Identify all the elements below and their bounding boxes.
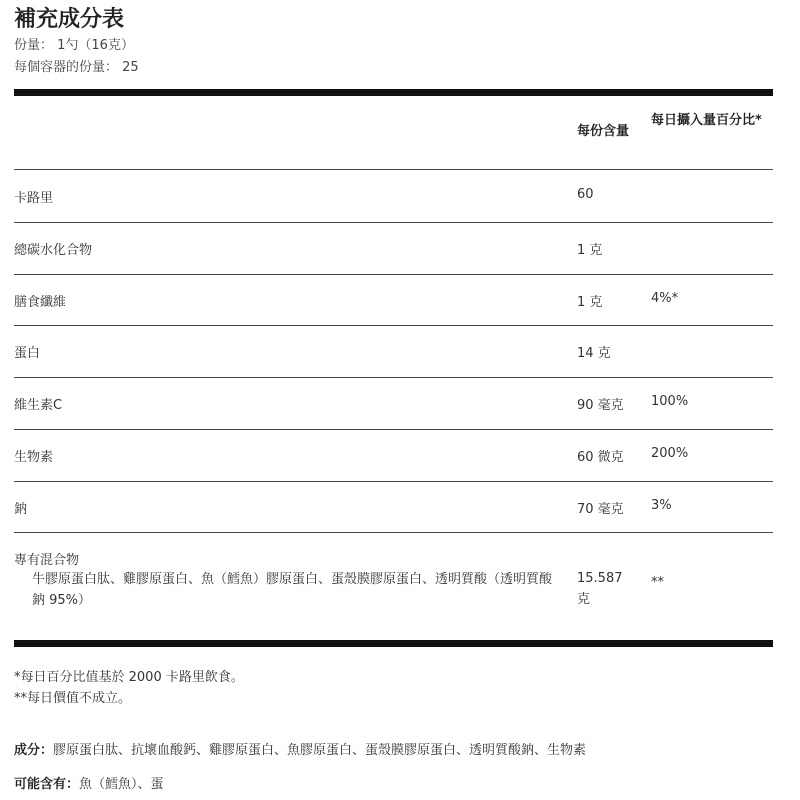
ingredients-text: 膠原蛋白肽、抗壞血酸鈣、雞膠原蛋白、魚膠原蛋白、蛋殼膜膠原蛋白、透明質酸鈉、生物素 bbox=[53, 743, 587, 758]
serving-size: 份量： 1勺（16克） bbox=[14, 38, 134, 53]
ingredients-line bbox=[14, 739, 586, 758]
allergens-line bbox=[14, 773, 164, 792]
nutrient-amount: 60 微克 bbox=[577, 450, 624, 465]
amount-column-header: 每份含量 bbox=[577, 124, 630, 139]
row-divider bbox=[14, 429, 773, 430]
row-divider bbox=[14, 169, 773, 170]
nutrient-daily-value: 200% bbox=[651, 446, 689, 461]
allergens-text: 魚（鱈魚）、蛋 bbox=[79, 777, 164, 792]
nutrient-amount: 70 毫克 bbox=[577, 501, 624, 517]
nutrient-name: 膳食纖維 bbox=[14, 294, 67, 310]
nutrient-name: 維生素C bbox=[14, 398, 63, 414]
nutrient-name: 生物素 bbox=[14, 450, 54, 465]
panel-title: 補充成分表 bbox=[14, 7, 125, 32]
nutrient-amount: 1 克 bbox=[577, 242, 603, 258]
footnote-dv-not-established: **每日價值不成立。 bbox=[14, 691, 132, 706]
top-thick-divider bbox=[14, 89, 773, 96]
blend-amount: 15.587 克 bbox=[577, 571, 623, 607]
nutrient-daily-value: 100% bbox=[651, 394, 689, 410]
row-divider bbox=[14, 325, 773, 326]
allergens-label: 可能含有： bbox=[14, 777, 80, 792]
nutrient-name: 鈉 bbox=[14, 501, 28, 517]
bottom-thick-divider bbox=[14, 640, 773, 647]
nutrient-name: 卡路里 bbox=[14, 191, 54, 206]
nutrient-amount: 90 毫克 bbox=[577, 398, 624, 414]
blend-detail: 牛膠原蛋白肽、雞膠原蛋白、魚（鱈魚）膠原蛋白、蛋殼膜膠原蛋白、透明質酸（透明質酸鈉 95%） bbox=[32, 572, 553, 608]
row-divider bbox=[14, 274, 773, 275]
nutrient-name: 蛋白 bbox=[14, 346, 41, 362]
blend-name: 專有混合物 bbox=[14, 553, 80, 568]
row-divider bbox=[14, 481, 773, 482]
footnote-dv-basis: *每日百分比值基於 2000 卡路里飲食。 bbox=[14, 670, 244, 685]
servings-per-container: 每個容器的份量： 25 bbox=[14, 60, 139, 75]
row-divider bbox=[14, 222, 773, 223]
nutrient-amount: 60 bbox=[577, 187, 594, 202]
daily-value-column-header: 每日攝入量百分比* bbox=[651, 113, 762, 128]
nutrient-amount: 14 克 bbox=[577, 346, 611, 362]
nutrient-amount: 1 克 bbox=[577, 294, 603, 310]
nutrient-daily-value: 4%* bbox=[651, 290, 679, 306]
nutrient-name: 總碳水化合物 bbox=[14, 242, 93, 258]
row-divider bbox=[14, 377, 773, 378]
nutrient-daily-value: 3% bbox=[651, 497, 672, 513]
blend-daily-value: ** bbox=[651, 575, 664, 590]
ingredients-label: 成分： bbox=[14, 743, 54, 758]
row-divider bbox=[14, 532, 773, 533]
